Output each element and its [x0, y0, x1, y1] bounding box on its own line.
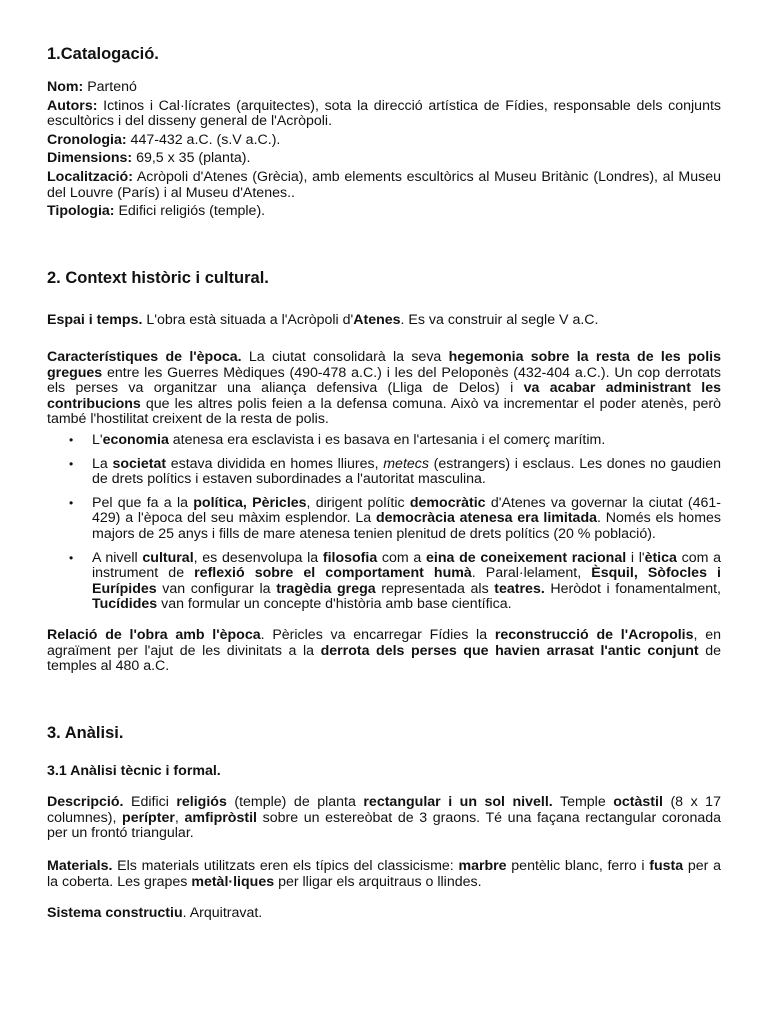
relacio-paragraph [47, 628, 721, 675]
emphasis-text: cultural [142, 549, 194, 566]
text-run: van formular un concepte d'història amb base científica. [157, 596, 512, 613]
emphasis-text: eina de coneixement racional [426, 549, 627, 566]
list-item-text [92, 432, 605, 448]
emphasis-text: rectangular i un sol nivell. [363, 794, 553, 810]
emphasis-text: democràcia atenesa era limitada [376, 510, 598, 527]
text-run: Heròdot i fonamentalment, [544, 580, 721, 597]
text-run: L'obra està situada a l'Acròpoli d' [142, 312, 354, 328]
text-run: Els materials utilitzats eren els típics del classicisme: [112, 858, 459, 874]
text-run: L' [92, 432, 103, 448]
italic-text: metecs [383, 455, 429, 472]
emphasis-text: reflexió sobre el comportament humà [194, 565, 472, 582]
emphasis-text: Característiques de l'època. [47, 349, 242, 365]
text-run: , en agraïment per l'ajut de les divinitats a la [47, 627, 721, 659]
sistema-paragraph [47, 906, 721, 922]
text-run: . Només els homes majors de 25 anys i fills de mare atenesa tenien plenitud de drets polítics (20 % població). [92, 510, 721, 542]
field-value: 69,5 x 35 (planta). [132, 150, 251, 167]
text-run: . Pèricles va encarregar Fídies la [260, 627, 495, 643]
field-tipologia [47, 204, 721, 220]
text-run: entre les Guerres Mèdiques (490-478 a.C.) i les del Peloponès (432-404 a.C.). Un cop derrotats els perses va organitzar una aliança defensiva (Lliga de Delos) i [47, 364, 721, 397]
text-run: Temple [552, 794, 614, 810]
list-item [47, 457, 721, 488]
text-run: La ciutat consolidarà la seva [241, 349, 449, 365]
field-value: Acròpoli d'Atenes (Grècia), amb elements escultòrics al Museu Britànic (Londres), al Museu del Louvre (París) i al Museu d'Atenes.. [47, 168, 721, 201]
text-run: van configurar la [156, 580, 277, 597]
field-label: Cronologia: [47, 131, 127, 148]
text-run: A nivell [92, 549, 143, 566]
emphasis-text: derrota dels perses que havien arrasat l'antic conjunt [320, 642, 699, 659]
text-run: (temple) de planta [226, 794, 364, 810]
emphasis-text: ètica [644, 549, 677, 566]
descripcio-paragraph [47, 795, 721, 842]
text-run: estava dividida en homes lliures, [166, 455, 384, 472]
text-run: , dirigent polític [306, 494, 410, 511]
field-nom [47, 80, 721, 96]
bullet-glyph: • [69, 433, 74, 447]
emphasis-text: teatres. [494, 580, 545, 597]
field-label: Dimensions: [47, 150, 133, 167]
emphasis-text: tragèdia grega [276, 580, 376, 597]
text-run: com a [377, 549, 426, 566]
context-heading: 2. Context històric i cultural. [47, 269, 269, 287]
emphasis-text: societat [112, 455, 167, 472]
field-value: Edifici religiós (temple). [114, 203, 266, 220]
list-item [47, 551, 721, 613]
list-item-text [92, 495, 721, 542]
emphasis-text: fusta [649, 858, 684, 874]
catalog-heading: 1.Catalogació. [47, 45, 159, 63]
emphasis-text: va acabar administrant les contribucions [47, 380, 722, 412]
materials-paragraph [47, 859, 721, 890]
text-run: , es desenvolupa la [193, 549, 323, 566]
emphasis-text: Tucídides [92, 596, 158, 613]
emphasis-text: Relació de l'obra amb l'època [47, 627, 261, 643]
emphasis-text: marbre [458, 858, 507, 874]
bullet-glyph: • [69, 495, 74, 510]
field-cronologia [47, 133, 721, 149]
field-label: Tipologia: [47, 203, 115, 220]
field-value: 447-432 a.C. (s.V a.C.). [126, 131, 281, 148]
bullet-glyph: • [69, 456, 74, 471]
field-autors [47, 99, 721, 130]
analisi-subheading: 3.1 Anàlisi tècnic i formal. [47, 763, 221, 779]
emphasis-text: democràtic [409, 494, 486, 511]
text-run: com a instrument de [92, 549, 721, 582]
emphasis-text: Èsquil, Sòfocles i Eurípides [92, 565, 721, 597]
espai-paragraph [47, 313, 721, 329]
catalog-fields [47, 80, 721, 223]
field-localitzacio [47, 170, 721, 201]
emphasis-text: política, Pèricles [193, 494, 307, 511]
emphasis-text: religiós [176, 794, 227, 810]
text-run: i l' [626, 549, 645, 566]
text-run: d'Atenes va governar la ciutat (461-429) a l'època del seu màxim esplendor. La [92, 494, 721, 527]
text-run: per lligar els arquitraus o llindes. [274, 873, 482, 890]
text-run: . Arquitravat. [182, 905, 263, 921]
list-item-text [92, 456, 721, 488]
text-run: La [92, 455, 113, 472]
text-run: de temples al 480 a.C. [47, 642, 721, 675]
text-run: pentèlic blanc, ferro i [506, 858, 650, 874]
list-item [47, 433, 721, 449]
emphasis-text: reconstrucció de l'Acropolis [494, 627, 694, 643]
text-run: Pel que fa a la [92, 494, 194, 511]
list-item-text [92, 550, 721, 613]
text-run: representada als [375, 580, 495, 597]
text-run: sobre un estereòbat de 3 graons. Té una façana rectangular coronada per un frontó triangular. [47, 809, 722, 842]
emphasis-text: octàstil [613, 794, 663, 810]
emphasis-text: hegemonia sobre la resta de les polis gregues [47, 349, 721, 381]
analisi-heading: 3. Anàlisi. [47, 724, 124, 742]
emphasis-text: Sistema constructiu [47, 905, 183, 921]
field-dimensions [47, 151, 721, 167]
field-value: Ictinos i Cal·lícrates (arquitectes), sota la direcció artística de Fídies, responsable dels conjunts escultòrics i del disseny general de l'Acròpoli. [47, 97, 721, 130]
text-run: que les altres polis feien a la defensa comuna. Això va incrementar el poder atenès, però també l'hostilitat creixent de la resta de polis. [47, 395, 721, 428]
emphasis-text: Espai i temps. [47, 312, 143, 328]
context-bullet-list [47, 433, 721, 621]
emphasis-text: amfipròstil [184, 809, 257, 826]
field-label: Localització: [47, 168, 133, 185]
field-label: Autors: [47, 97, 98, 114]
emphasis-text: metàl·liques [191, 873, 275, 890]
emphasis-text: perípter [122, 809, 175, 826]
text-run: , [174, 809, 185, 826]
field-value: Partenó [83, 79, 137, 95]
text-run: (8 x 17 columnes), [47, 794, 721, 826]
list-item [47, 496, 721, 543]
text-run: atenesa era esclavista i es basava en l'artesania i el comerç marítim. [168, 432, 606, 448]
emphasis-text: filosofia [322, 549, 378, 566]
text-run: . Es va construir al segle V a.C. [400, 312, 599, 328]
emphasis-text: Descripció. [47, 794, 124, 810]
text-run: . Paral·lelament, [471, 565, 592, 582]
field-label: Nom: [47, 79, 84, 95]
bullet-glyph: • [69, 550, 74, 565]
emphasis-text: Materials. [47, 858, 113, 874]
text-run: per a la coberta. Les grapes [47, 858, 721, 890]
emphasis-text: economia [102, 432, 169, 448]
text-run: Edifici [123, 794, 177, 810]
emphasis-text: Atenes [353, 312, 401, 328]
caracteristiques-paragraph [47, 350, 721, 428]
text-run: (estrangers) i esclaus. Les dones no gaudien de drets polítics i estaven subordinades a l'autoritat masculina. [92, 455, 721, 488]
